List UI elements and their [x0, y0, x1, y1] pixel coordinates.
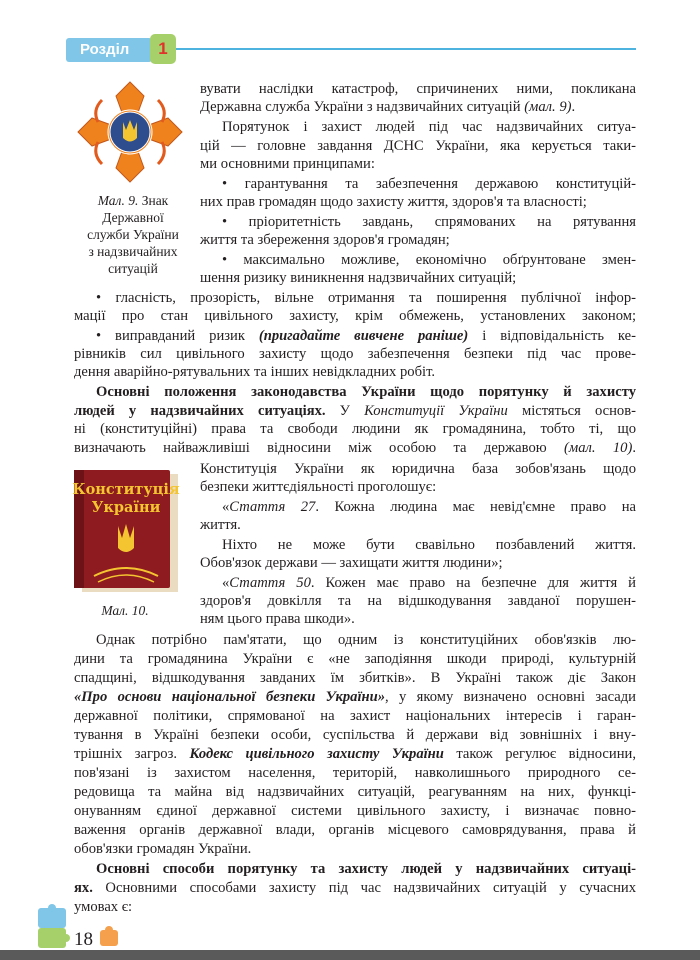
text-line: вувати наслідки катастроф, спричинених ними, покликана: [200, 81, 636, 97]
text-line: Однак потрібно пам'ятати, що одним із конституційних обов'язків лю-: [96, 632, 636, 648]
figure9-caption-line: ситуацій: [108, 261, 158, 276]
book-title-line1: Конституція: [72, 481, 180, 498]
bullet-item: • пріоритетність завдань, спрямованих на рятування: [222, 214, 636, 230]
text-line: ми основними принципами:: [200, 156, 375, 172]
text-line: шення ризику виникнення надзвичайних ситуацій;: [200, 270, 517, 286]
text-line: умовах є:: [74, 899, 133, 915]
text-line: визначають найважливіші відносини між особою та державою (мал. 10).: [74, 440, 637, 456]
text-line: Ніхто не може бути свавільно позбавлений життя.: [222, 537, 636, 553]
text-line: тування в Україні безпеки особи, суспільства й держави від зовнішніх і вну-: [74, 727, 636, 743]
text-line: «Стаття 27. Кожна людина має невід'ємне право на: [222, 499, 636, 515]
bullet-item: • виправданий ризик (пригадайте вивчене раніше) і відповідальність ке-: [96, 328, 636, 344]
text-line: спадщині, відшкодування завданих їм збитків». В Україні також діє Закон: [74, 670, 636, 686]
text-line: життя.: [200, 517, 241, 533]
figure9-caption-line: з надзвичайних: [88, 244, 178, 259]
text-line: безпеки життєдіяльності проголошує:: [200, 479, 437, 495]
text-line: обов'язки громадян України.: [74, 841, 252, 857]
header-rule: [176, 48, 636, 50]
text-line: пов'язані із захистом населення, територій, навколишнього природного се-: [74, 765, 636, 781]
bullet-item: • гарантування та забезпечення державою конституцій-: [222, 176, 636, 192]
text-line: редовища та майна від надзвичайних ситуацій, реагуванням на них, функці-: [74, 784, 636, 800]
bullet-item: • максимально можливе, економічно обґрунтоване змен-: [222, 252, 636, 268]
section-heading: Основні положення законодавства України щодо порятунку й захисту: [96, 384, 636, 400]
text-line: ням цього права шкоди».: [200, 611, 355, 627]
text-line: ні (конституційні) права та свободи людини як громадянина, тобто ті, що: [74, 421, 636, 437]
section-tab: [66, 38, 152, 62]
text-line: життя та збереження здоров'я громадян;: [200, 232, 450, 248]
text-line: дення аварійно-рятувальних та інших невідкладних робіт.: [74, 364, 436, 380]
text-line: «Стаття 50. Кожен має право на безпечне для життя й: [222, 575, 636, 591]
page-number: 18: [74, 929, 93, 950]
book-title-line2: України: [91, 499, 161, 516]
text-line: здоров'я довкілля та на відшкодування завданої порушен-: [200, 593, 636, 609]
figure9-caption-line: Державної: [102, 210, 164, 225]
text-line: рівників сил цивільного захисту щодо забезпечення безпеки під час прове-: [74, 346, 636, 362]
figure9-caption-num: Мал. 9.: [97, 193, 139, 208]
text-line: цій — головне завдання ДСНС України, яка керується таки-: [200, 138, 636, 154]
text-line: них прав громадян щодо захисту життя, здоров'я та власності;: [200, 194, 587, 210]
text-line: державної політики, спрямованої на захист національних інтересів і гаран-: [74, 708, 636, 724]
section-number: 1: [150, 34, 176, 64]
dsns-emblem: [74, 78, 186, 186]
text-line: «Про основи національної безпеки України», у якому визначено основні засади: [74, 689, 636, 705]
text-line: дини та громадянина України є «не заподіяння шкоди природі, культурній: [74, 651, 636, 667]
text-line: Обов'язок держави — захищати життя людини»;: [200, 555, 503, 571]
text-line: людей у надзвичайних ситуаціях. У Конституції України містяться основ-: [74, 403, 636, 419]
text-line: Порятунок і захист людей під час надзвичайних ситуа-: [222, 119, 636, 135]
figure9-caption-rest: Знак: [138, 193, 169, 208]
bottom-bar: [0, 950, 700, 960]
text-line: важення органів державної влади, органів місцевого самоврядування, права й: [74, 822, 636, 838]
bullet-item: • гласність, прозорість, вільне отримання та поширення публічної інфор-: [96, 290, 636, 306]
section-heading: Основні способи порятунку та захисту людей у надзвичайних ситуаці-: [96, 861, 636, 877]
text-line: онуванням єдиної державної системи цивільного захисту, і визначає повно-: [74, 803, 636, 819]
text-line: трішніх загроз. Кодекс цивільного захисту України також регулює відносини,: [74, 746, 636, 762]
text-line: Державна служба України з надзвичайних ситуацій (мал. 9).: [200, 99, 576, 115]
section-label: Розділ: [80, 41, 130, 58]
text-line: Конституція України як юридична база зобов'язань щодо: [200, 461, 636, 477]
text-line: мації про стан цивільного захисту, крім обмежень, установлених законом;: [74, 308, 636, 324]
figure9-caption: [74, 192, 192, 277]
text-line: ях. Основними способами захисту під час надзвичайних ситуацій у сучасних: [74, 880, 636, 896]
figure10-caption: Мал. 10.: [101, 603, 149, 618]
figure9-caption-line: служби України: [87, 227, 179, 242]
constitution-book: [72, 468, 180, 594]
